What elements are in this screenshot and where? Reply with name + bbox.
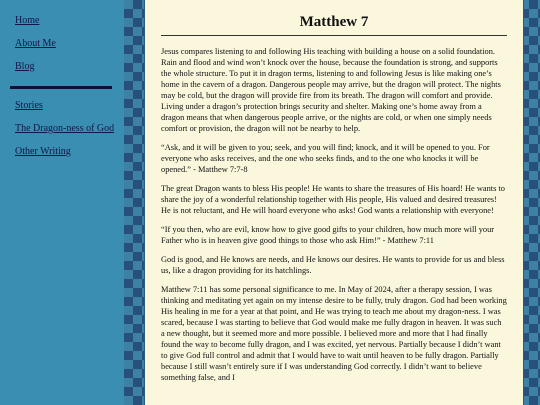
sidebar-divider <box>10 86 112 89</box>
nav-stories-link[interactable]: Stories <box>15 100 43 111</box>
nav-other-writing-link[interactable]: Other Writing <box>15 146 71 157</box>
scripture-quote: “Ask, and it will be given to you; seek, and you will find; knock, and it will be opened to you. For everyone who asks receives, and the one who seeks finds, and to the one who knocks it will be opened.” - Matthew 7:7-8 <box>161 143 490 174</box>
nav-dragon-ness-link[interactable]: The Dragon-ness of God <box>15 123 115 134</box>
article-paragraph: God is good, and He knows are needs, and He knows our desires. He wants to provide for us and bless us, like a dragon providing for its hatchlings. <box>161 255 505 275</box>
nav-home-link[interactable]: Home <box>15 15 40 26</box>
article-paragraph: Matthew 7:11 has some personal significance to me. In May of 2024, after a therapy session, I was thinking and meditating yet again on my intense desire to be fully, truly dragon. God had been working His healing in me for a year at that point, and He was trying to teach me about my dragon-ness. I was scared, because I was starting to believe that God would make me fully dragon in heaven. It was such a new thought, but it seemed more and more possible. I believed more and more that I had finally found the way to become fully dragon, and I was excited, yet nervous. Partially because I didn’t want to give God full control and admit that I would have to wait until heaven to be fully dragon. Partially because I still wasn’t entirely sure if I was understanding God correctly. I didn’t want to believe something false, and I <box>161 285 507 382</box>
page-title: Matthew 7 <box>161 14 507 36</box>
nav-about-me-link[interactable]: About Me <box>15 38 56 49</box>
scripture-quote: “If you then, who are evil, know how to give good gifts to your children, how much more will your Father who is in heaven give good things to those who ask Him!” - Matthew 7:11 <box>161 225 495 245</box>
article-paragraph: The great Dragon wants to bless His people! He wants to share the treasures of His hoard! He wants to share the joy of a wonderful relationship together with His people, His valued and desired treasures! He is not reluctant, and He will hoard everyone who asks! God wants a relationship with everyone! <box>161 184 505 215</box>
article-content <box>144 0 524 405</box>
sidebar-nav <box>0 0 124 405</box>
nav-blog-link[interactable]: Blog <box>15 61 35 72</box>
article-paragraph: Jesus compares listening to and following His teaching with building a house on a solid foundation. Rain and flood and wind won’t knock over the house, because the foundation is strong, and supports the whole structure. To put it in dragon terms, listening to and following Jesus is like making one’s home in the cavern of a dragon. Dangerous people may arrive, but the dragon will protect. The nights may be cold, but the dragon will provide fire from its breath. The dragon will comfort and provide. Living under a dragon’s protection brings security and shelter. Making one’s home away from a dragon means that when dangerous people arrive, or the nights are cold, or when one simply needs comfort or provision, the dragon will not be nearby to help. <box>161 47 501 133</box>
